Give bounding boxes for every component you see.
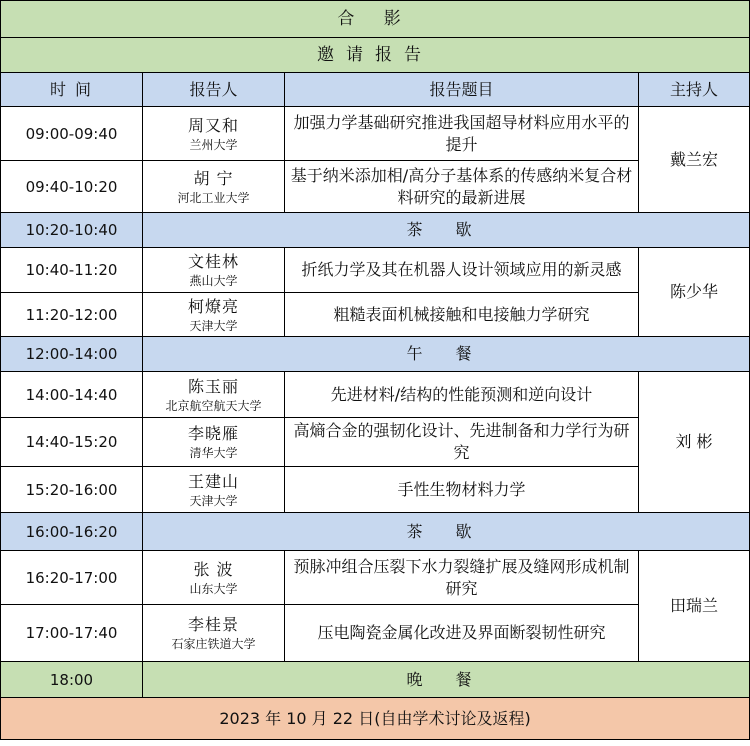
break-row <box>1 337 750 372</box>
table-row <box>1 161 750 213</box>
column-header-row <box>1 73 750 107</box>
table-row <box>1 107 750 161</box>
table-row <box>1 248 750 293</box>
talk-title: 预脉冲组合压裂下水力裂缝扩展及缝网形成机制研究 <box>285 551 639 605</box>
speaker-institution: 天津大学 <box>189 318 238 333</box>
speaker-cell <box>143 248 285 293</box>
speaker-institution: 清华大学 <box>189 446 238 460</box>
session-host: 刘 彬 <box>639 372 750 513</box>
table-row <box>1 551 750 605</box>
speaker-name: 张 波 <box>193 559 234 579</box>
dinner-row <box>1 662 750 698</box>
talk-time: 17:00-17:40 <box>1 605 143 662</box>
talk-title: 基于纳米添加相/高分子基体系的传感纳米复合材料研究的最新进展 <box>285 161 639 213</box>
speaker-cell <box>143 551 285 605</box>
talk-title: 加强力学基础研究推进我国超导材料应用水平的提升 <box>285 107 639 161</box>
break-label: 茶 歇 <box>143 213 750 248</box>
column-header-title: 报告题目 <box>285 73 639 107</box>
speaker-name: 王建山 <box>187 471 239 491</box>
speaker-name: 陈玉丽 <box>187 376 239 396</box>
column-header-time: 时 间 <box>1 73 143 107</box>
speaker-institution: 兰州大学 <box>189 137 238 152</box>
speaker-name: 柯燎亮 <box>187 296 239 316</box>
talk-title: 高熵合金的强韧化设计、先进制备和力学行为研究 <box>285 418 639 467</box>
break-row <box>1 213 750 248</box>
break-time: 16:00-16:20 <box>1 513 143 551</box>
column-header-speaker: 报告人 <box>143 73 285 107</box>
speaker-institution: 天津大学 <box>189 493 238 508</box>
speaker-cell <box>143 372 285 418</box>
footer-row <box>1 698 750 740</box>
speaker-cell <box>143 293 285 337</box>
session-host: 陈少华 <box>639 248 750 337</box>
speaker-institution: 河北工业大学 <box>177 190 250 205</box>
speaker-cell <box>143 605 285 662</box>
speaker-name: 周又和 <box>187 115 239 135</box>
talk-title: 先进材料/结构的性能预测和逆向设计 <box>285 372 639 418</box>
break-time: 12:00-14:00 <box>1 337 143 372</box>
invited-reports-label: 邀请报告 <box>1 38 750 73</box>
speaker-cell <box>143 161 285 213</box>
break-label: 茶 歇 <box>143 513 750 551</box>
speaker-institution: 石家庄铁道大学 <box>171 637 256 651</box>
speaker-name: 文桂林 <box>187 252 239 271</box>
break-label: 午 餐 <box>143 337 750 372</box>
speaker-name: 李桂景 <box>187 615 239 634</box>
group-photo-row <box>1 1 750 38</box>
talk-time: 16:20-17:00 <box>1 551 143 605</box>
group-photo-label: 合 影 <box>1 1 750 38</box>
talk-title: 折纸力学及其在机器人设计领域应用的新灵感 <box>285 248 639 293</box>
session-host: 田瑞兰 <box>639 551 750 662</box>
speaker-name: 胡 宁 <box>193 168 234 188</box>
speaker-institution: 山东大学 <box>189 581 238 596</box>
speaker-cell <box>143 107 285 161</box>
break-row <box>1 513 750 551</box>
speaker-name: 李晓雁 <box>187 424 239 443</box>
talk-title: 粗糙表面机械接触和电接触力学研究 <box>285 293 639 337</box>
table-row <box>1 418 750 467</box>
talk-time: 11:20-12:00 <box>1 293 143 337</box>
talk-title: 压电陶瓷金属化改进及界面断裂韧性研究 <box>285 605 639 662</box>
talk-time: 09:40-10:20 <box>1 161 143 213</box>
talk-time: 14:00-14:40 <box>1 372 143 418</box>
talk-time: 10:40-11:20 <box>1 248 143 293</box>
break-time: 10:20-10:40 <box>1 213 143 248</box>
talk-time: 14:40-15:20 <box>1 418 143 467</box>
speaker-institution: 北京航空航天大学 <box>165 398 262 413</box>
speaker-cell <box>143 467 285 513</box>
speaker-institution: 燕山大学 <box>189 274 238 288</box>
dinner-time: 18:00 <box>1 662 143 698</box>
dinner-label: 晚 餐 <box>143 662 750 698</box>
table-row <box>1 467 750 513</box>
footer-note: 2023 年 10 月 22 日(自由学术讨论及返程) <box>1 698 750 740</box>
session-host: 戴兰宏 <box>639 107 750 213</box>
table-row <box>1 605 750 662</box>
table-row <box>1 372 750 418</box>
talk-time: 15:20-16:00 <box>1 467 143 513</box>
table-row <box>1 293 750 337</box>
talk-title: 手性生物材料力学 <box>285 467 639 513</box>
speaker-cell <box>143 418 285 467</box>
column-header-host: 主持人 <box>639 73 750 107</box>
invited-reports-row <box>1 38 750 73</box>
talk-time: 09:00-09:40 <box>1 107 143 161</box>
